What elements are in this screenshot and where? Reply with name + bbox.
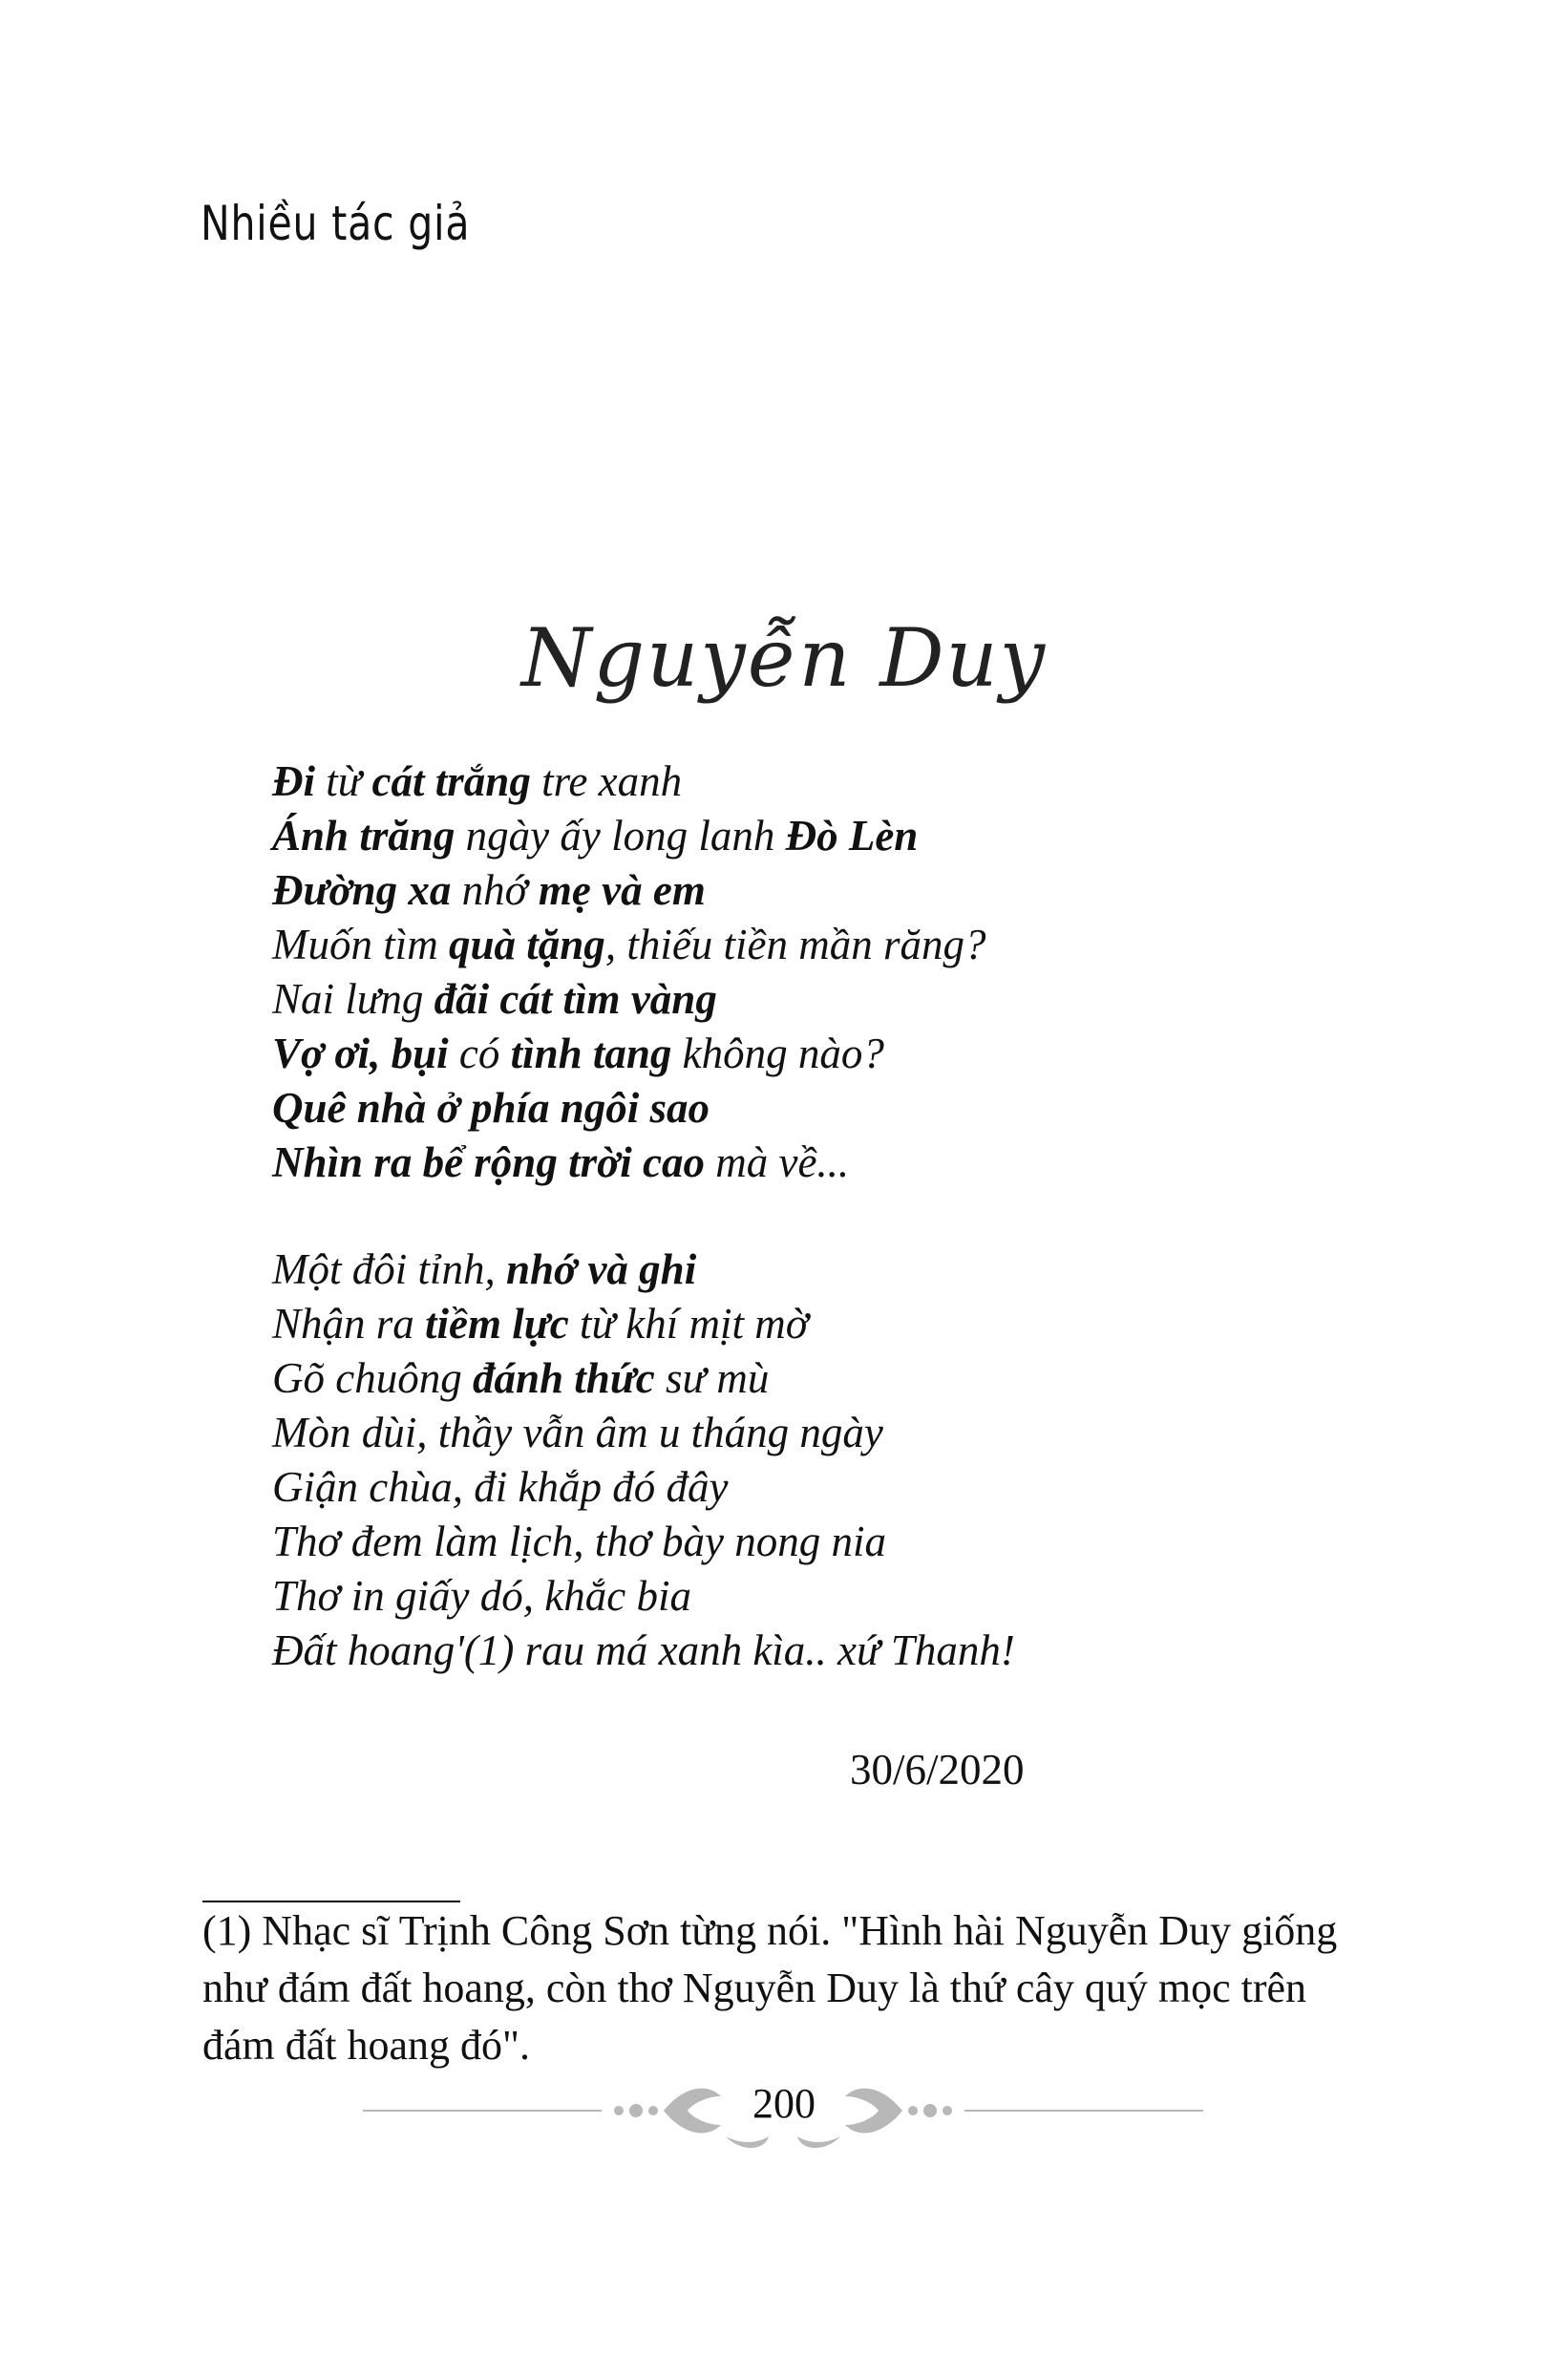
poem-line: [272, 809, 1015, 863]
footnote: (1) Nhạc sĩ Trịnh Công Sơn từng nói. "Hình hài Nguyễn Duy giống như đám đất hoang, còn thơ Nguyễn Duy là thứ cây quý mọc trên đám đất hoang đó".: [202, 1907, 1338, 2069]
poem-line: [272, 1136, 1015, 1190]
text-segment: Mòn dùi, thầy vẫn âm u tháng ngày: [272, 1409, 883, 1456]
bold-text: tình tang: [510, 1030, 672, 1077]
text-segment: từ khí mịt mờ: [568, 1300, 809, 1348]
text-segment: , thiếu tiền mần răng?: [604, 921, 986, 968]
poem-line: [272, 972, 1015, 1027]
text-segment: nhớ: [451, 866, 539, 914]
bold-text: Vợ ơi, bụi: [272, 1030, 449, 1077]
bold-text: Quê nhà ở phía ngôi sao: [272, 1084, 710, 1132]
text-segment: Một đôi tỉnh,: [272, 1245, 506, 1293]
poem-line: [272, 863, 1015, 918]
poem-line: [272, 918, 1015, 972]
poem-line: [272, 1351, 1015, 1406]
text-segment: Thơ in giấy dó, khắc bia: [272, 1572, 691, 1620]
poem-line: [272, 1515, 1015, 1569]
text-segment: từ: [315, 757, 372, 805]
poem-line: [272, 1406, 1015, 1460]
poem-title: Nguyễn Duy: [520, 611, 1048, 705]
bold-text: quà tặng: [449, 921, 605, 968]
text-segment: Gõ chuông: [272, 1354, 473, 1402]
bold-text: Đò Lèn: [785, 812, 919, 860]
poem-body: [272, 754, 1015, 1678]
running-header: Nhiều tác giả: [201, 196, 471, 251]
text-segment: Thơ đem làm lịch, thơ bày nong nia: [272, 1518, 886, 1565]
page-number: 200: [752, 2080, 816, 2127]
bold-text: Đường xa: [272, 866, 452, 914]
text-segment: Nhận ra: [272, 1300, 426, 1348]
poem-line: [272, 1569, 1015, 1624]
poem-line: [272, 754, 1015, 809]
bold-text: đãi cát tìm vàng: [434, 975, 717, 1023]
bold-text: Nhìn ra bể rộng trời cao: [272, 1138, 705, 1186]
poem-line: [272, 1027, 1015, 1081]
text-segment: có: [448, 1030, 511, 1077]
poem-date: 30/6/2020: [850, 1746, 1025, 1794]
text-segment: không nào?: [671, 1030, 884, 1077]
bold-text: cát trắng: [371, 757, 531, 805]
stanza: [272, 1243, 1015, 1678]
text-segment: sư mù: [654, 1354, 770, 1402]
bold-text: Ánh trăng: [272, 812, 456, 860]
bold-text: đánh thức: [472, 1354, 655, 1402]
poem-line: [272, 1297, 1015, 1351]
text-segment: ngày ấy long lanh: [455, 812, 786, 860]
poem-line: [272, 1081, 1015, 1136]
poem-line: [272, 1624, 1015, 1678]
text-segment: mà về...: [704, 1138, 850, 1186]
bold-text: nhớ và ghi: [506, 1245, 697, 1293]
poem-line: [272, 1460, 1015, 1515]
bold-text: tiềm lực: [425, 1300, 569, 1348]
bold-text: Đi: [272, 757, 315, 805]
text-segment: Nai lưng: [272, 975, 434, 1023]
poem-line: [272, 1243, 1015, 1297]
text-segment: tre xanh: [530, 757, 683, 805]
bold-text: mẹ và em: [538, 866, 706, 914]
text-segment: Giận chùa, đi khắp đó đây: [272, 1463, 729, 1511]
text-segment: Đất hoang'(1) rau má xanh kìa.. xứ Thanh!: [272, 1626, 1015, 1674]
text-segment: Muốn tìm: [272, 921, 449, 968]
stanza: [272, 754, 1015, 1190]
